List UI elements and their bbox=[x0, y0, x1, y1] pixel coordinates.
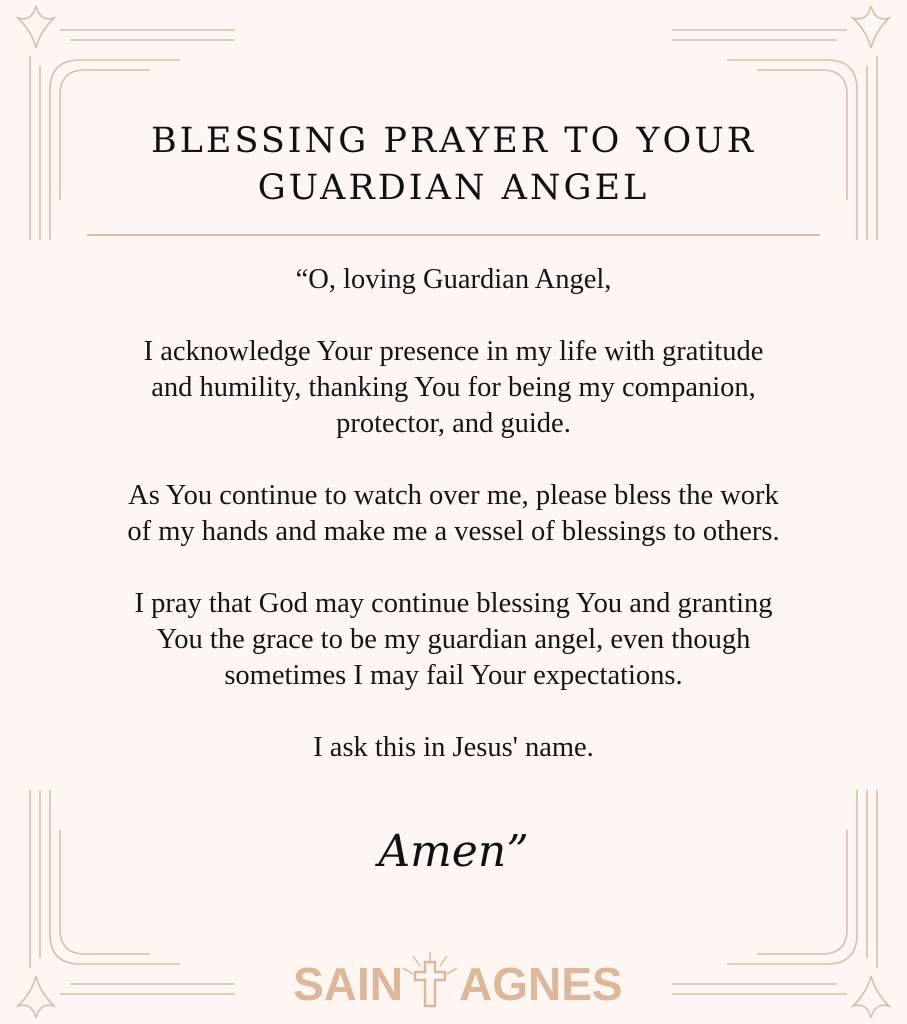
page-title bbox=[60, 118, 847, 212]
logo-text-left: SAIN bbox=[293, 958, 403, 1010]
prayer-closing: I ask this in Jesus' name. bbox=[313, 732, 594, 763]
cross-icon bbox=[403, 952, 457, 1006]
prayer-line: I pray that God may continue blessing You and granting bbox=[134, 588, 773, 619]
prayer-line: I acknowledge Your presence in my life with gratitude bbox=[143, 336, 764, 367]
prayer-line: and humility, thanking You for being my companion, bbox=[151, 372, 756, 403]
prayer-line: You the grace to be my guardian angel, even though bbox=[156, 624, 751, 655]
prayer-text bbox=[60, 262, 847, 766]
prayer-line: As You continue to watch over me, please bless the work bbox=[128, 480, 779, 511]
logo-text-right: AGNES bbox=[459, 958, 623, 1010]
saint-agnes-logo bbox=[253, 950, 653, 1012]
prayer-line: protector, and guide. bbox=[336, 408, 571, 439]
title-divider bbox=[87, 234, 820, 236]
prayer-line: sometimes I may fail Your expectations. bbox=[224, 660, 683, 691]
prayer-opening: “O, loving Guardian Angel, bbox=[295, 264, 612, 295]
prayer-line: of my hands and make me a vessel of blessings to others. bbox=[127, 516, 780, 547]
title-line-2: GUARDIAN ANGEL bbox=[257, 168, 650, 208]
title-line-1: BLESSING PRAYER TO YOUR bbox=[150, 121, 757, 161]
amen-signature: Amen” bbox=[378, 826, 529, 877]
